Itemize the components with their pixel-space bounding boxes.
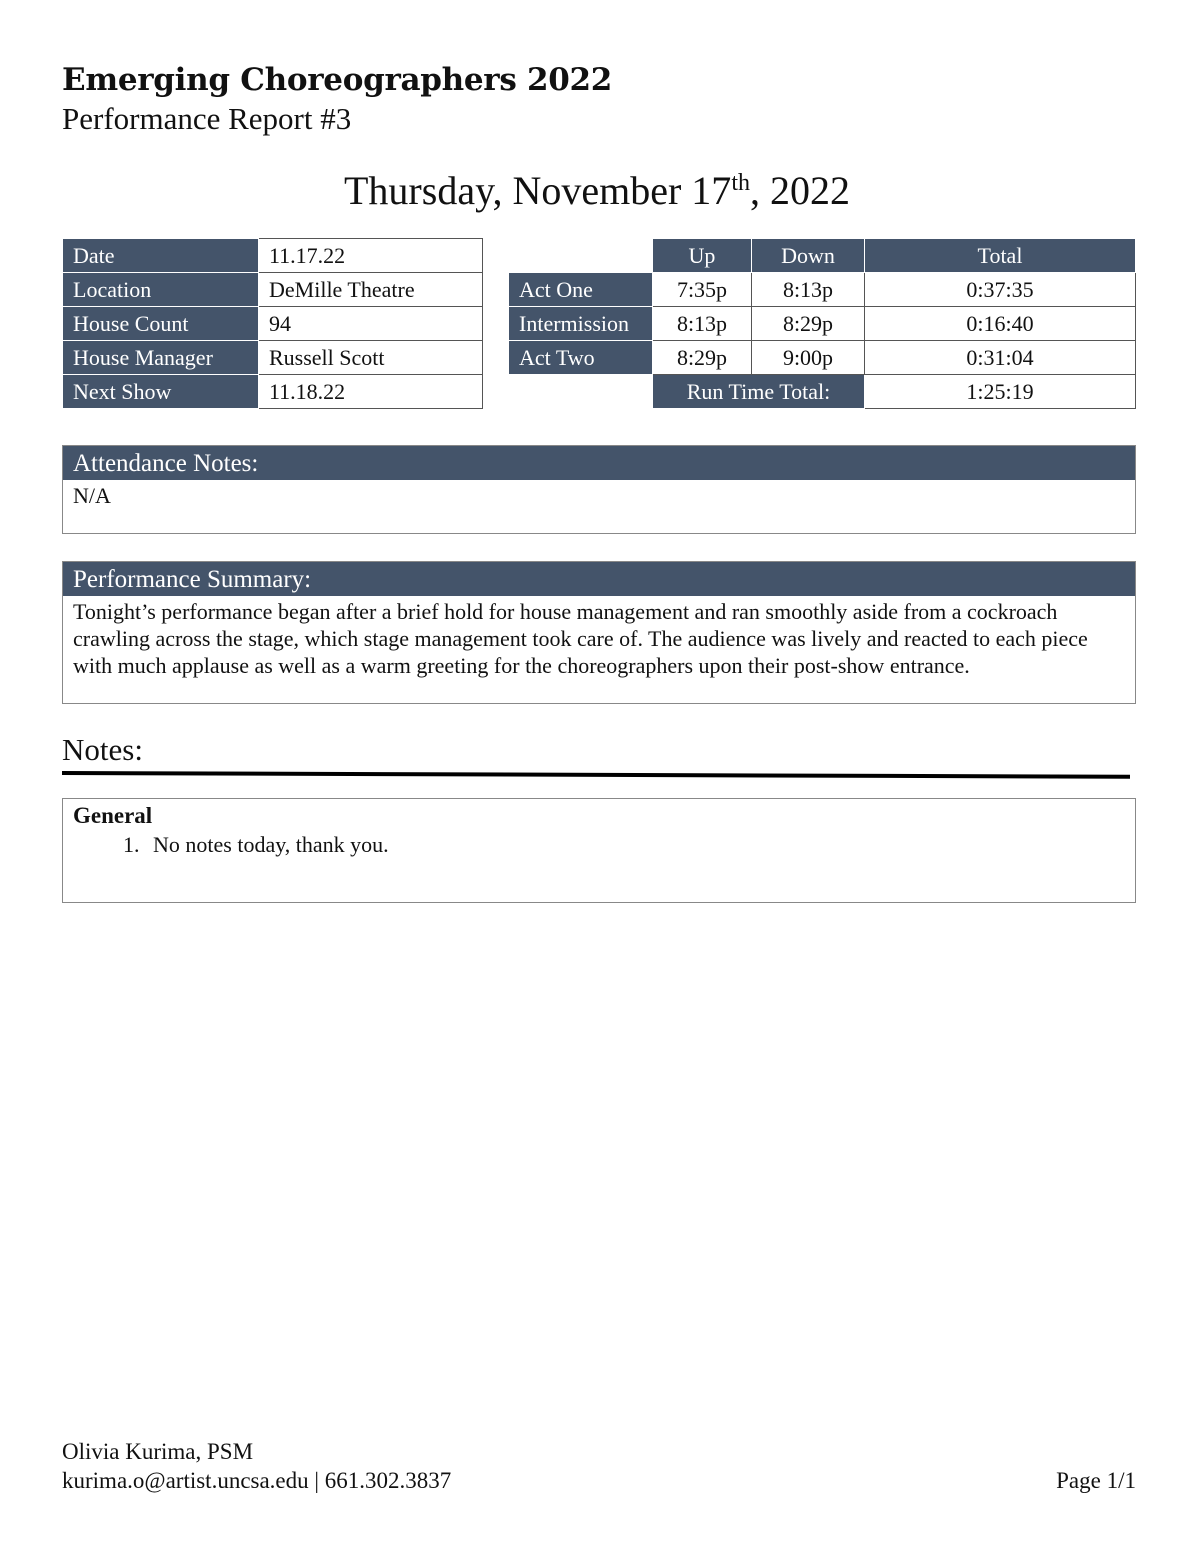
notes-divider xyxy=(62,771,1130,779)
info-value: 11.17.22 xyxy=(259,239,483,273)
info-label: Location xyxy=(63,273,259,307)
general-notes-list xyxy=(73,831,1125,859)
info-row-house-manager xyxy=(63,341,483,375)
performance-date-heading xyxy=(0,165,1194,217)
row-label: Act Two xyxy=(509,341,653,375)
column-header-down: Down xyxy=(752,239,865,273)
run-time-total-row xyxy=(509,375,1136,409)
down-time: 8:13p xyxy=(752,273,865,307)
times-row-act-two xyxy=(509,341,1136,375)
info-label: House Manager xyxy=(63,341,259,375)
total-time: 0:37:35 xyxy=(865,273,1136,307)
row-label: Intermission xyxy=(509,307,653,341)
info-value: DeMille Theatre xyxy=(259,273,483,307)
column-header-up: Up xyxy=(653,239,752,273)
info-row-next-show xyxy=(63,375,483,409)
general-notes-box xyxy=(62,798,1136,903)
report-title: Emerging Choreographers 2022 xyxy=(62,62,613,98)
total-time: 0:16:40 xyxy=(865,307,1136,341)
down-time: 8:29p xyxy=(752,307,865,341)
page-number: Page 1/1 xyxy=(1056,1468,1136,1493)
performance-summary-text: Tonight’s performance began after a brief hold for house management and ran smoothly aside from a cockroach crawling across the stage, which stage management took care of. The audience was lively and reacted to each piece with much applause as well as a warm greeting for the choreographers upon their post-show entrance. xyxy=(73,599,1088,678)
row-label: Act One xyxy=(509,273,653,307)
empty-cell xyxy=(509,375,653,409)
notes-heading: Notes: xyxy=(62,732,143,767)
info-row-house-count xyxy=(63,307,483,341)
info-label: House Count xyxy=(63,307,259,341)
attendance-notes-box xyxy=(62,445,1136,534)
times-row-intermission xyxy=(509,307,1136,341)
report-subtitle: Performance Report #3 xyxy=(62,101,352,136)
footer-author: Olivia Kurima, PSM xyxy=(62,1439,254,1464)
list-item: 1. No notes today, thank you. xyxy=(145,831,1125,859)
up-time: 8:13p xyxy=(653,307,752,341)
run-times-table xyxy=(508,238,1136,409)
info-value: Russell Scott xyxy=(259,341,483,375)
info-label: Next Show xyxy=(63,375,259,409)
info-value: 11.18.22 xyxy=(259,375,483,409)
info-label: Date xyxy=(63,239,259,273)
attendance-notes-heading: Attendance Notes: xyxy=(63,446,1135,480)
up-time: 8:29p xyxy=(653,341,752,375)
performance-summary-box xyxy=(62,561,1136,704)
performance-summary-heading: Performance Summary: xyxy=(63,562,1135,596)
down-time: 9:00p xyxy=(752,341,865,375)
times-row-act-one xyxy=(509,273,1136,307)
date-ordinal: th xyxy=(731,170,750,196)
general-notes-title: General xyxy=(73,803,153,828)
total-time: 0:31:04 xyxy=(865,341,1136,375)
info-row-location xyxy=(63,273,483,307)
show-info-table xyxy=(62,238,483,409)
up-time: 7:35p xyxy=(653,273,752,307)
run-time-total-value: 1:25:19 xyxy=(865,375,1136,409)
date-year: , 2022 xyxy=(749,168,850,213)
date-main: Thursday, November 17 xyxy=(344,168,732,213)
footer-contact: kurima.o@artist.uncsa.edu | 661.302.3837 xyxy=(62,1468,452,1493)
times-header-row xyxy=(509,239,1136,273)
attendance-notes-text: N/A xyxy=(73,483,111,508)
empty-cell xyxy=(509,239,653,273)
info-value: 94 xyxy=(259,307,483,341)
run-time-total-label: Run Time Total: xyxy=(653,375,865,409)
column-header-total: Total xyxy=(865,239,1136,273)
info-row-date xyxy=(63,239,483,273)
